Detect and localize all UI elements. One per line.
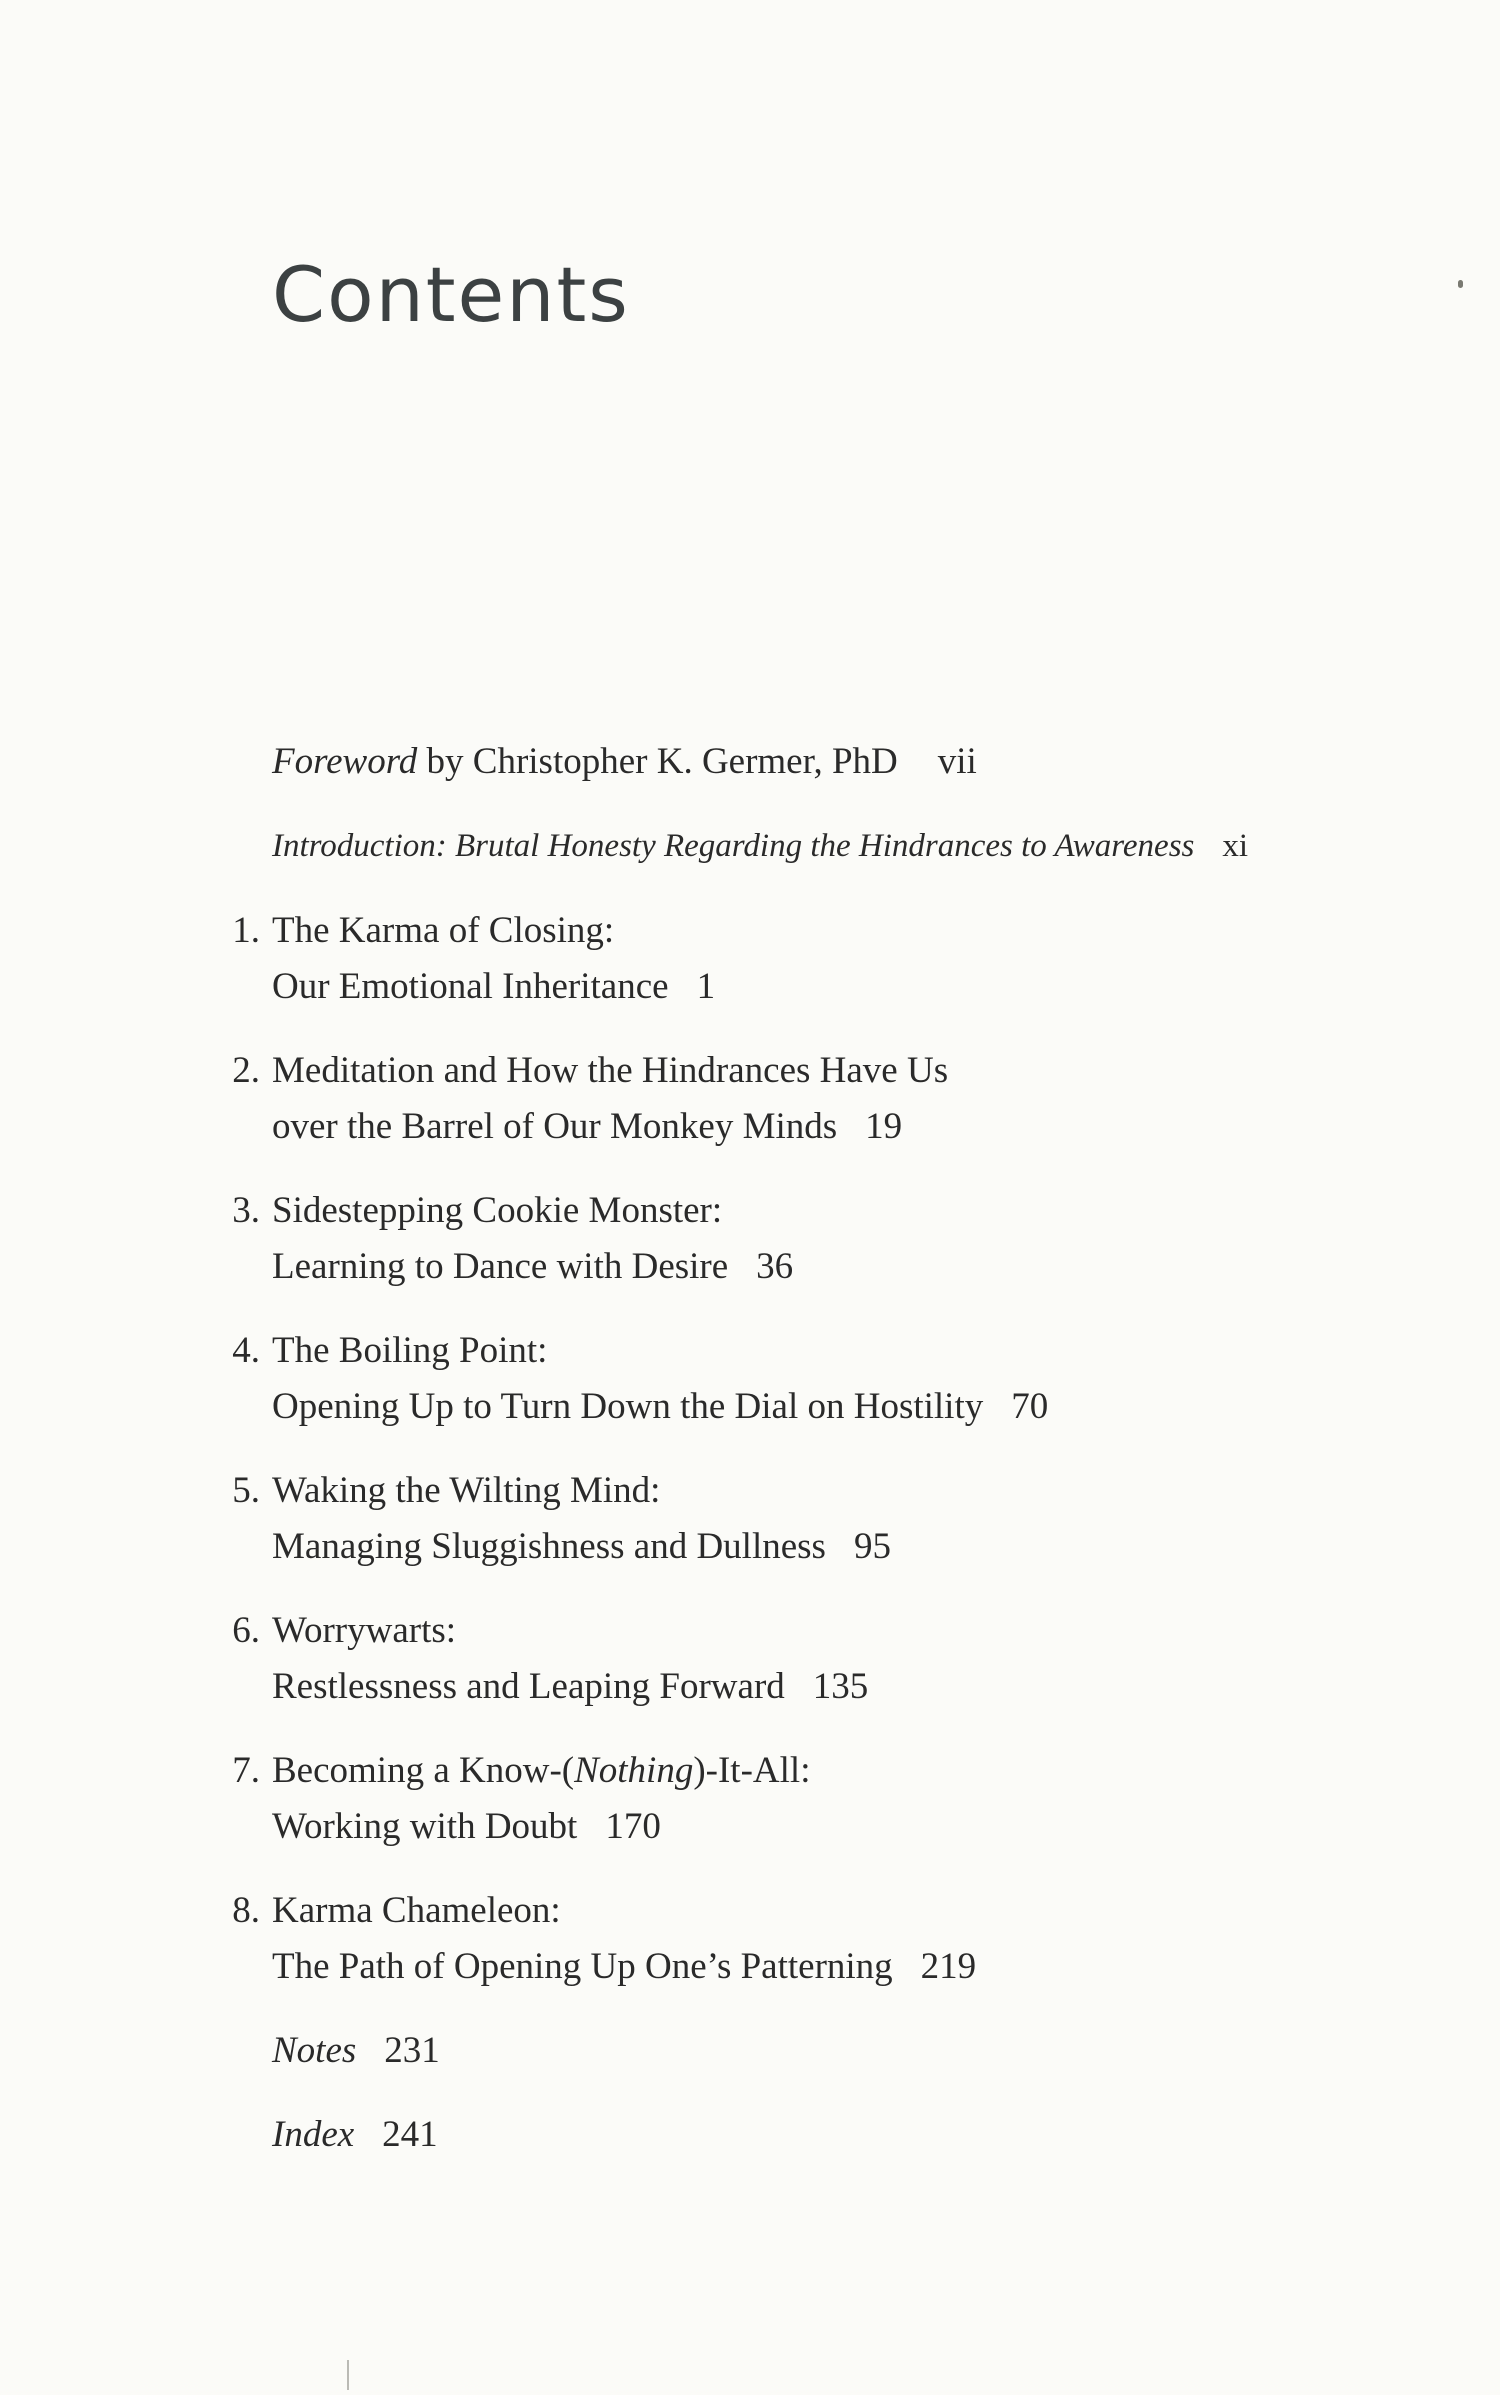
toc-entry-notes [272,2023,440,2079]
toc-entry-introduction [272,818,1248,874]
page-number: 170 [605,1806,661,1847]
chapter-title-line1: Sidestepping Cookie Monster: [272,1190,723,1231]
chapter-title-line2: Working with Doubt [272,1806,578,1847]
entry-title-italic: Introduction: Brutal Honesty Regarding the Hindrances to Awareness [272,828,1195,864]
page-number: 36 [756,1246,794,1287]
toc-entry-foreword [272,734,977,790]
chapter-number: 2. [232,1050,260,1091]
chapter-title-line1: Karma Chameleon: [272,1890,561,1931]
chapter-title-line1: Meditation and How the Hindrances Have Us [272,1050,949,1091]
page-number: 19 [865,1106,903,1147]
page-number: xi [1222,828,1249,864]
page-number: 241 [382,2114,438,2155]
toc-chapter [232,1463,891,1575]
page-number: vii [937,741,977,782]
toc-chapter [232,903,716,1015]
page-number: 219 [920,1946,977,1987]
chapter-title-line2: Restlessness and Leaping Forward [272,1666,785,1707]
chapter-title-line2: Our Emotional Inheritance [272,966,669,1007]
entry-title-italic: Foreword [272,741,418,782]
chapter-title-line1: The Karma of Closing: [272,910,615,951]
chapter-number: 7. [232,1750,260,1791]
page-number: 95 [853,1526,891,1567]
chapter-title-line1: Becoming a Know-(Nothing)-It-All: [272,1750,811,1791]
scan-mark [347,2360,349,2390]
chapter-number: 4. [232,1330,260,1371]
page-title: Contents [272,250,630,339]
entry-title-italic: Notes [272,2030,357,2071]
toc-chapter [232,1323,1049,1435]
chapter-number: 5. [232,1470,260,1511]
chapter-title-line1: Waking the Wilting Mind: [272,1470,661,1511]
chapter-number: 6. [232,1610,260,1651]
chapter-title-line2: The Path of Opening Up One’s Patterning [272,1946,893,1987]
toc-chapter [232,1603,869,1715]
chapter-title-line2: Managing Sluggishness and Dullness [272,1526,826,1567]
chapter-title-line2: Opening Up to Turn Down the Dial on Hostility [272,1386,984,1427]
chapter-title-line1: Worrywarts: [272,1610,457,1651]
toc-chapter [232,1883,977,1995]
chapter-title-line2: over the Barrel of Our Monkey Minds [272,1106,838,1147]
chapter-title-line2: Learning to Dance with Desire [272,1246,729,1287]
toc-chapter [232,1743,811,1855]
entry-title-italic: Index [272,2114,355,2155]
chapter-number: 8. [232,1890,260,1931]
page-number: 135 [812,1666,869,1707]
chapter-number: 3. [232,1190,260,1231]
chapter-title-line1: The Boiling Point: [272,1330,548,1371]
page-number: 231 [384,2030,440,2071]
chapter-number: 1. [232,910,260,951]
page-number: 70 [1011,1386,1049,1427]
toc-entry-index [272,2107,438,2163]
page-number: 1 [696,966,716,1007]
entry-title: by Christopher K. Germer, PhD [417,741,898,782]
toc-chapter [232,1183,794,1295]
scan-speck [1458,280,1463,288]
toc-chapter [232,1043,949,1155]
